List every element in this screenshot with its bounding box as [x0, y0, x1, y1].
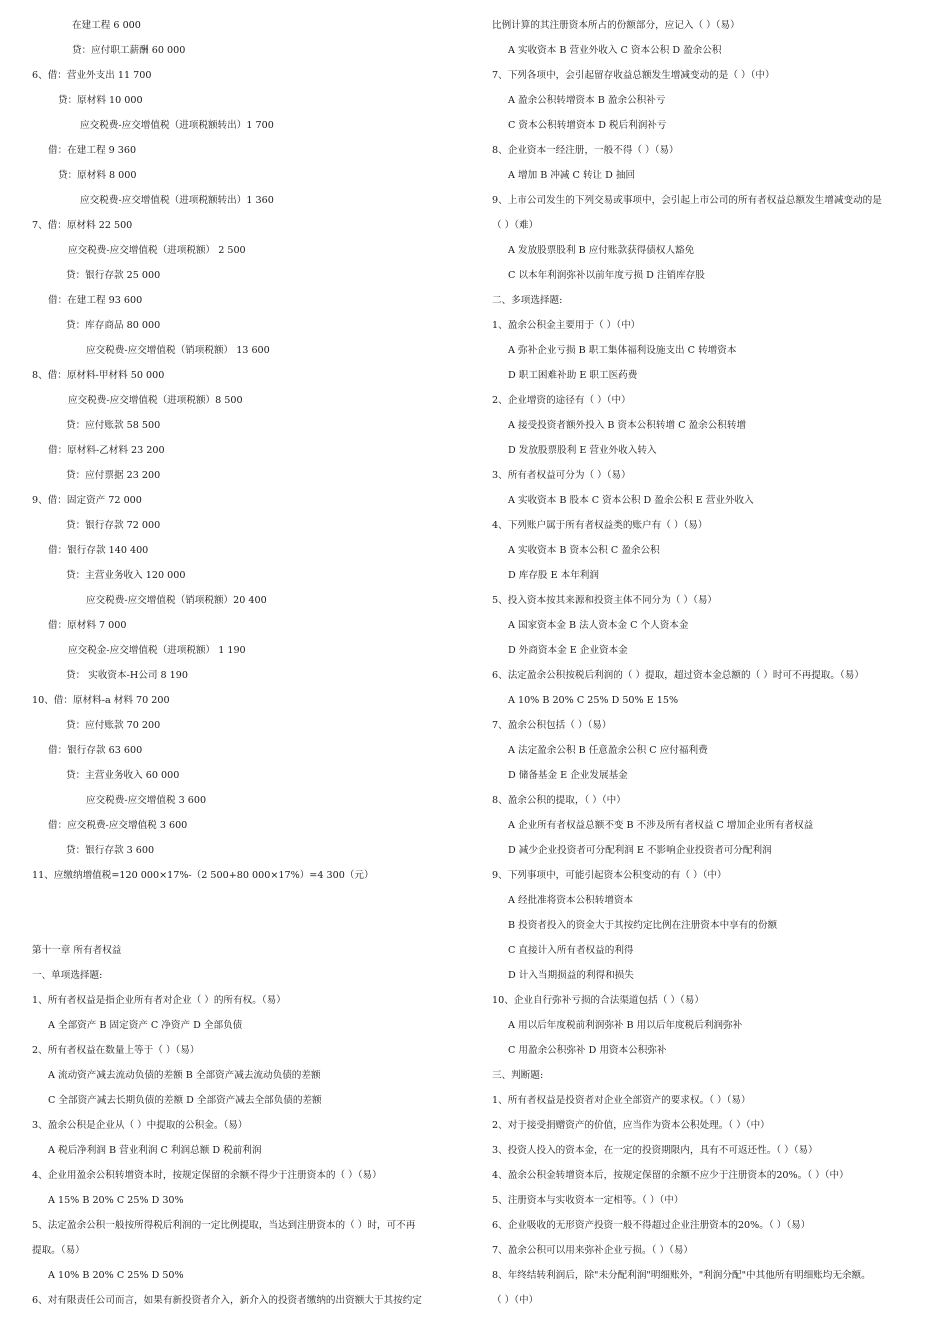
right-text-line: 8、企业资本一经注册，一般不得（ ）（易） — [492, 145, 679, 156]
right-text-line: 9、上市公司发生的下列交易或事项中，会引起上市公司的所有者权益总额发生增减变动的是 — [492, 195, 882, 206]
right-text-line: 三、判断题: — [492, 1070, 544, 1081]
left-text-line: 应交税费-应交增值税（销项税额） 13 600 — [86, 345, 270, 356]
left-text-line: 一、单项选择题: — [32, 970, 103, 981]
right-text-line: A 增加 B 冲减 C 转让 D 抽回 — [508, 170, 636, 181]
right-text-line: A 企业所有者权益总额不变 B 不涉及所有者权益 C 增加企业所有者权益 — [508, 820, 814, 831]
left-text-line: 应交税费-应交增值税 3 600 — [86, 795, 207, 806]
right-text-line: 3、投资人投入的资本金，在一定的投资期限内，具有不可返还性。（ ）（易） — [492, 1145, 818, 1156]
left-text-line: 借：原材料 7 000 — [48, 620, 127, 631]
left-text-line: 贷：原材料 8 000 — [58, 170, 137, 181]
right-text-line: D 发放股票股利 E 营业外收入转入 — [508, 445, 657, 456]
right-text-line: （ ）（难） — [492, 220, 539, 231]
left-text-line: 应交税金-应交增值税（进项税额） 1 190 — [68, 645, 246, 656]
right-text-line: 10、企业自行弥补亏损的合法渠道包括（ ）（易） — [492, 995, 704, 1006]
right-text-line: B 投资者投入的资金大于其按约定比例在注册资本中享有的份额 — [508, 920, 778, 931]
left-text-line: 8、借：原材料-甲材料 50 000 — [32, 370, 165, 381]
left-text-line: 6、对有限责任公司而言，如果有新投资者介入，新介入的投资者缴纳的出资额大于其按约定 — [32, 1295, 422, 1306]
left-text-line: 贷：库存商品 80 000 — [66, 320, 161, 331]
right-text-line: A 接受投资者额外投入 B 资本公积转增 C 盈余公积转增 — [508, 420, 747, 431]
right-text-line: 2、企业增资的途径有（ ）（中） — [492, 395, 631, 406]
left-text-line: 在建工程 6 000 — [72, 20, 141, 31]
left-text-line: A 税后净利润 B 营业利润 C 利润总额 D 税前利润 — [48, 1145, 262, 1156]
right-text-line: 7、盈余公积包括（ ）（易） — [492, 720, 612, 731]
left-text-line — [32, 913, 472, 938]
left-text-line: 10、借：原材料-a 材料 70 200 — [32, 695, 170, 706]
left-text-line: 贷：银行存款 3 600 — [66, 845, 155, 856]
left-text-line: 借：在建工程 93 600 — [48, 295, 143, 306]
right-text-line: 5、注册资本与实收资本一定相等。（ ）（中） — [492, 1195, 684, 1206]
right-text-line: D 计入当期损益的利得和损失 — [508, 970, 634, 981]
right-text-line: （ ）（中） — [492, 1295, 539, 1306]
right-text-line: C 以本年利润弥补以前年度亏损 D 注销库存股 — [508, 270, 705, 281]
right-text-line: C 资本公积转增资本 D 税后利润补亏 — [508, 120, 667, 131]
left-text-line: 贷：主营业务收入 60 000 — [66, 770, 180, 781]
left-text-line: 11、应缴纳增值税=120 000×17%-（2 500+80 000×17%）=4 300（元） — [32, 870, 374, 881]
right-text-line: 2、对于接受捐赠资产的价值，应当作为资本公积处理。（ ）（中） — [492, 1120, 770, 1131]
right-text-line: A 盈余公积转增资本 B 盈余公积补亏 — [508, 95, 666, 106]
right-text-line: A 弥补企业亏损 B 职工集体福利设施支出 C 转增资本 — [508, 345, 737, 356]
left-text-line: 贷：原材料 10 000 — [58, 95, 143, 106]
left-text-line: A 全部资产 B 固定资产 C 净资产 D 全部负债 — [48, 1020, 243, 1031]
right-text-line: A 发放股票股利 B 应付账款获得债权人豁免 — [508, 245, 695, 256]
right-text-line: 8、盈余公积的提取，（ ）（中） — [492, 795, 626, 806]
right-text-line: C 用盈余公积弥补 D 用资本公积弥补 — [508, 1045, 667, 1056]
left-text-line: A 10% B 20% C 25% D 50% — [48, 1270, 184, 1281]
left-text-line: 借：银行存款 63 600 — [48, 745, 143, 756]
right-text-line: 3、所有者权益可分为（ ）（易） — [492, 470, 631, 481]
left-text-line: 1、所有者权益是指企业所有者对企业（ ）的所有权。（易） — [32, 995, 286, 1006]
right-text-line: D 库存股 E 本年利润 — [508, 570, 599, 581]
left-text-line: 贷：应付账款 70 200 — [66, 720, 161, 731]
left-text-line: 9、借：固定资产 72 000 — [32, 495, 142, 506]
left-text-line: 贷：主营业务收入 120 000 — [66, 570, 186, 581]
right-text-line: A 实收资本 B 营业外收入 C 资本公积 D 盈余公积 — [508, 45, 722, 56]
left-column — [32, 13, 472, 1313]
right-text-line: 9、下列事项中，可能引起资本公积变动的有（ ）（中） — [492, 870, 727, 881]
left-text-line: 贷：银行存款 72 000 — [66, 520, 161, 531]
left-text-line: 借：在建工程 9 360 — [48, 145, 137, 156]
left-text-line: 贷：应付职工薪酬 60 000 — [72, 45, 186, 56]
left-text-line: 应交税费-应交增值税（进项税额转出）1 360 — [80, 195, 274, 206]
left-text-line: 应交税费-应交增值税（进项税额转出）1 700 — [80, 120, 274, 131]
left-text-line: 3、盈余公积是企业从（ ）中提取的公积金。（易） — [32, 1120, 248, 1131]
left-text-line: 贷：银行存款 25 000 — [66, 270, 161, 281]
left-text-line: 贷：应付票据 23 200 — [66, 470, 161, 481]
left-text-line: C 全部资产减去长期负债的差额 D 全部资产减去全部负债的差额 — [48, 1095, 322, 1106]
right-text-line: D 储备基金 E 企业发展基金 — [508, 770, 628, 781]
right-text-line: A 用以后年度税前利润弥补 B 用以后年度税后利润弥补 — [508, 1020, 743, 1031]
left-text-line: 提取。（易） — [32, 1245, 85, 1256]
right-text-line: D 减少企业投资者可分配利润 E 不影响企业投资者可分配利润 — [508, 845, 772, 856]
right-text-line: 6、企业吸收的无形资产投资一般不得超过企业注册资本的20%。（ ）（易） — [492, 1220, 811, 1231]
right-text-line: D 外商资本金 E 企业资本金 — [508, 645, 628, 656]
left-text-line: 6、借：营业外支出 11 700 — [32, 70, 152, 81]
right-text-line: 4、盈余公积金转增资本后，按规定保留的余额不应少于注册资本的20%。（ ）（中） — [492, 1170, 849, 1181]
left-text-line: 贷：应付账款 58 500 — [66, 420, 161, 431]
left-text-line: 应交税费-应交增值税（销项税额）20 400 — [86, 595, 267, 606]
right-text-line: A 经批准将资本公积转增资本 — [508, 895, 634, 906]
left-text-line: A 15% B 20% C 25% D 30% — [48, 1195, 184, 1206]
right-text-line: 比例计算的其注册资本所占的份额部分，应记入（ ）（易） — [492, 20, 740, 31]
left-text-line: 应交税费-应交增值税（进项税额） 2 500 — [68, 245, 246, 256]
left-text-line: 5、法定盈余公积一般按所得税后利润的一定比例提取，当达到注册资本的（ ）时，可不再 — [32, 1220, 416, 1231]
right-text-line: A 10% B 20% C 25% D 50% E 15% — [508, 695, 679, 706]
right-text-line: 5、投入资本按其来源和投资主体不同分为（ ）（易） — [492, 595, 718, 606]
right-text-line: A 实收资本 B 股本 C 资本公积 D 盈余公积 E 营业外收入 — [508, 495, 754, 506]
right-text-line: A 实收资本 B 资本公积 C 盈余公积 — [508, 545, 660, 556]
right-text-line: 6、法定盈余公积按税后利润的（ ）提取，超过资本金总额的（ ）时可不再提取。（易） — [492, 670, 864, 681]
left-text-line: 借：应交税费-应交增值税 3 600 — [48, 820, 188, 831]
right-text-line: 7、下列各项中，会引起留存收益总额发生增减变动的是（ ）（中） — [492, 70, 775, 81]
right-text-line: 1、盈余公积金主要用于（ ）（中） — [492, 320, 641, 331]
left-text-line: 第十一章 所有者权益 — [32, 945, 122, 956]
right-text-line: A 国家资本金 B 法人资本金 C 个人资本金 — [508, 620, 689, 631]
right-text-line: 1、所有者权益是投资者对企业全部资产的要求权。（ ）（易） — [492, 1095, 751, 1106]
left-text-line: 7、借：原材料 22 500 — [32, 220, 133, 231]
right-text-line: 8、年终结转利润后，除"未分配利润"明细账外，"利润分配"中其他所有明细账均无余额。 — [492, 1270, 871, 1281]
right-text-line: D 职工困难补助 E 职工医药费 — [508, 370, 638, 381]
right-text-line: 7、盈余公积可以用来弥补企业亏损。（ ）（易） — [492, 1245, 694, 1256]
left-text-line: A 流动资产减去流动负债的差额 B 全部资产减去流动负债的差额 — [48, 1070, 321, 1081]
left-text-line: 2、所有者权益在数量上等于（ ）（易） — [32, 1045, 200, 1056]
right-text-line: A 法定盈余公积 B 任意盈余公积 C 应付福利费 — [508, 745, 708, 756]
left-text-line: 借：银行存款 140 400 — [48, 545, 149, 556]
left-text-line — [32, 888, 472, 913]
right-text-line: C 直接计入所有者权益的利得 — [508, 945, 634, 956]
left-text-line: 贷： 实收资本-H公司 8 190 — [66, 670, 188, 681]
left-text-line: 借：原材料-乙材料 23 200 — [48, 445, 165, 456]
left-text-line: 应交税费-应交增值税（进项税额）8 500 — [68, 395, 243, 406]
right-text-line: 4、下列账户属于所有者权益类的账户有（ ）（易） — [492, 520, 708, 531]
right-column — [492, 13, 932, 1313]
left-text-line: 4、企业用盈余公积转增资本时，按规定保留的余额不得少于注册资本的（ ）（易） — [32, 1170, 382, 1181]
right-text-line: 二、多项选择题: — [492, 295, 563, 306]
